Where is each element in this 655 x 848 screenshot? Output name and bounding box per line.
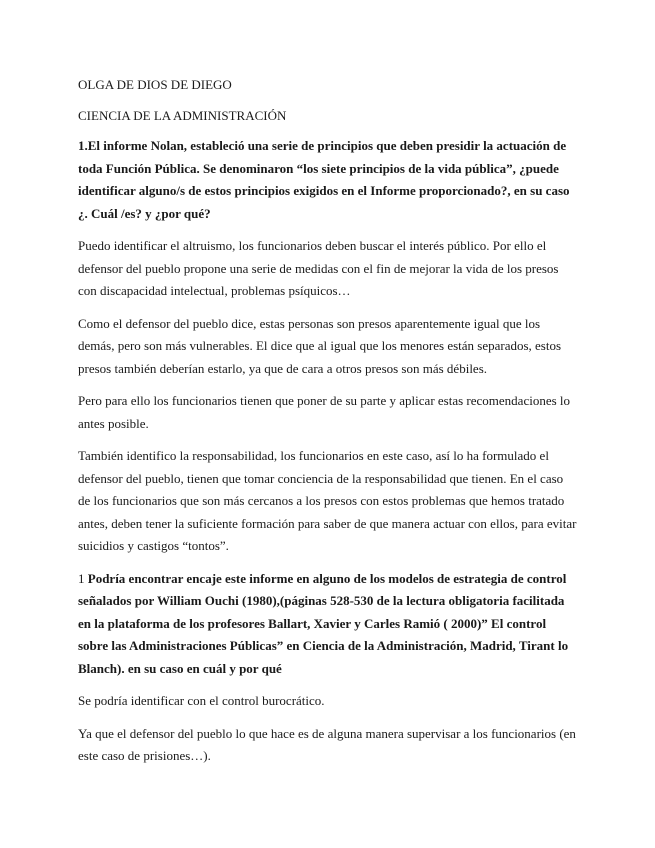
answer-2-paragraph-1: Se podría identificar con el control burocrático. xyxy=(78,693,325,708)
question-2 xyxy=(78,568,578,681)
answer-1-paragraph-4: También identifico la responsabilidad, los funcionarios en este caso, así lo ha formulado el defensor del pueblo, tienen que tomar conciencia de la responsabilidad que tienen. En el caso de los funcionarios que son más cercanos a los presos con estos problemas que hemos tratado antes, deben tener la suficiente formación para saber de que manera actuar con ellos, para evitar suicidios y castigos “tontos”. xyxy=(78,448,577,553)
answer-2-paragraph-2: Ya que el defensor del pueblo lo que hace es de alguna manera supervisar a los funcionarios (en este caso de prisiones…). xyxy=(78,725,576,763)
answer-1-paragraph-1: Puedo identificar el altruismo, los funcionarios deben buscar el interés público. Por ello el defensor del pueblo propone una serie de medidas con el fin de mejorar la vida de los presos con discapacidad intelectual, problemas psíquicos… xyxy=(78,238,559,298)
answer-1-paragraph-2: Como el defensor del pueblo dice, estas personas son presos aparentemente igual que los demás, pero son más vulnerables. El dice que al igual que los menores están separados, estos presos también deberían estarlo, ya que de cara a otros presos son más débiles. xyxy=(78,315,562,376)
document-page xyxy=(78,74,578,778)
answer-1-paragraph-3: Pero para ello los funcionarios tienen que poner de su parte y aplicar estas recomendaciones lo antes posible. xyxy=(78,393,571,431)
question-2-text: Podría encontrar encaje este informe en alguno de los modelos de estrategia de control señalados por William Ouchi (1980),(páginas 528-530 de la lectura obligatoria facilitada en la plataforma de los profesores Ballart, Xavier y Carles Ramió ( 2000)” El control sobre las Administraciones Públicas” en Ciencia de la Administración, Madrid, Tirant lo Blanch). en su caso en cuál y por qué xyxy=(78,570,569,676)
author-name: OLGA DE DIOS DE DIEGO xyxy=(78,77,232,92)
question-2-number: 1 xyxy=(78,570,88,586)
question-1: 1.El informe Nolan, estableció una serie de principios que deben presidir la actuación de toda Función Pública. Se denominaron “los siete principios de la vida pública”, ¿puede identificar alguno/s de estos principios exigidos en el Informe proporcionado?, en su caso ¿. Cuál /es? y ¿por qué? xyxy=(78,138,570,221)
course-title: CIENCIA DE LA ADMINISTRACIÓN xyxy=(78,107,287,123)
